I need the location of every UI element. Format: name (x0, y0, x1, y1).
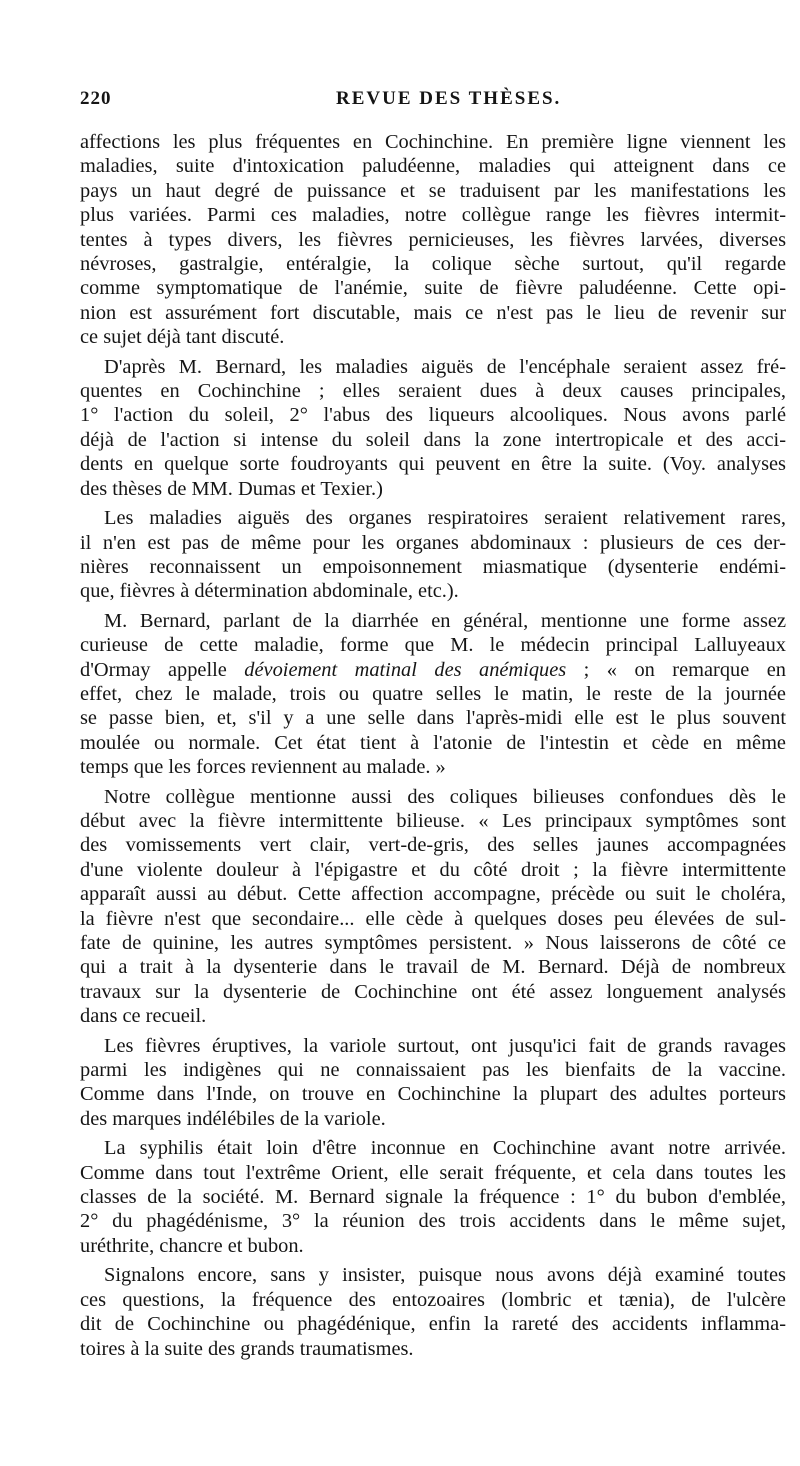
text-line: qui a trait à la dysenterie dans le travail de M. Bernard. Déjà de nombreux (80, 956, 786, 979)
text-line: début avec la fièvre intermittente bilieuse. « Les principaux symptômes sont (80, 809, 786, 832)
text-line: Notre collègue mentionne aussi des coliques bilieuses confondues dès le (104, 785, 786, 808)
text-line: la fièvre n'est que secondaire... elle cède à quelques doses peu élevées de sul- (80, 907, 786, 930)
text-line: Comme dans tout l'extrême Orient, elle serait fréquente, et cela dans toutes les (80, 1161, 786, 1184)
text-line: 1° l'action du soleil, 2° l'abus des liqueurs alcooliques. Nous avons parlé (80, 404, 786, 427)
paragraph (80, 609, 786, 780)
text-line: dit de Cochinchine ou phagédénique, enfin la rareté des accidents inflamma- (80, 1313, 786, 1336)
text-line: affections les plus fréquentes en Cochinchine. En première ligne viennent les (80, 131, 786, 153)
text-line: ces questions, la fréquence des entozoaires (lombric et tænia), de l'ulcère (80, 1288, 786, 1311)
text-line: Les maladies aiguës des organes respiratoires seraient relativement rares, (104, 507, 786, 530)
italic-term: dévoiement matinal des anémiques (244, 658, 567, 681)
text-line: Les fièvres éruptives, la variole surtout, ont jusqu'ici fait de grands ravages (104, 1034, 786, 1057)
text-line: toires à la suite des grands traumatismes. (80, 1337, 414, 1360)
text-line: que, fièvres à détermination abdominale, etc.). (80, 580, 459, 603)
text-line: plus variées. Parmi ces maladies, notre collègue range les fièvres intermit- (80, 204, 786, 227)
text-line: maladies, suite d'intoxication paludéenne, maladies qui atteignent dans ce (80, 155, 786, 178)
text-line: D'après M. Bernard, les maladies aiguës de l'encéphale seraient assez fré- (104, 355, 786, 378)
paragraph (80, 1034, 786, 1132)
paragraph (80, 785, 786, 1029)
text-line: classes de la société. M. Bernard signale la fréquence : 1° du bubon d'emblée, (80, 1186, 786, 1209)
text-line: névroses, gastralgie, entéralgie, la colique sèche surtout, qu'il regarde (80, 253, 786, 276)
text-line: quentes en Cochinchine ; elles seraient dues à deux causes principales, (80, 380, 786, 403)
text-line: La syphilis était loin d'être inconnue en Cochinchine avant notre arrivée. (104, 1137, 786, 1160)
paragraph (80, 130, 786, 350)
paragraph (80, 1263, 786, 1361)
text-line: apparaît aussi au début. Cette affection accompagne, précède ou suit le choléra, (80, 883, 786, 906)
text-line: ce sujet déjà tant discuté. (80, 326, 285, 349)
text-line: fate de quinine, les autres symptômes persistent. » Nous laisserons de côté ce (80, 932, 786, 954)
text-line: d'une violente douleur à l'épigastre et du côté droit ; la fièvre intermittente (80, 858, 786, 881)
page-number: 220 (80, 88, 112, 109)
text-line: travaux sur la dysenterie de Cochinchine ont été assez longuement analysés (80, 980, 786, 1003)
text-line: Comme dans l'Inde, on trouve en Cochinchine la plupart des adultes porteurs (80, 1083, 786, 1106)
text-line: déjà de l'action si intense du soleil dans la zone intertropicale et des acci- (80, 428, 786, 451)
text-line: dans ce recueil. (80, 1005, 207, 1028)
text-line: Signalons encore, sans y insister, puisque nous avons déjà examiné toutes (104, 1264, 786, 1287)
paragraph (80, 355, 786, 501)
text-line: effet, chez le malade, trois ou quatre selles le matin, le reste de la journée (80, 682, 786, 705)
text-line: des marques indélébiles de la variole. (80, 1107, 386, 1130)
text-line: nion est assurément fort discutable, mais ce n'est pas le lieu de revenir sur (80, 301, 786, 324)
text-line: pays un haut degré de puissance et se traduisent par les manifestations les (80, 179, 786, 202)
text-line: d'Ormay appelle dévoiement matinal des anémiques ; « on remarque en (80, 658, 786, 681)
paragraph (80, 506, 786, 604)
text-line: il n'en est pas de même pour les organes abdominaux : plusieurs de ces der- (80, 531, 786, 554)
page-header (80, 88, 786, 128)
text-line: nières reconnaissent un empoisonnement miasmatique (dysenterie endémi- (80, 555, 786, 578)
text-line: dents en quelque sorte foudroyants qui peuvent en être la suite. (Voy. analyses (80, 453, 786, 476)
text-line: tentes à types divers, les fièvres pernicieuses, les fièvres larvées, diverses (80, 228, 786, 251)
running-title: REVUE DES THÈSES. (336, 88, 562, 109)
text-line: moulée ou normale. Cet état tient à l'atonie de l'intestin et cède en même (80, 731, 786, 754)
paragraph (80, 1136, 786, 1258)
body-text (80, 130, 786, 1361)
text-line: des vomissements vert clair, vert-de-gris, des selles jaunes accompagnées (80, 834, 786, 857)
text-line: parmi les indigènes qui ne connaissaient pas les bienfaits de la vaccine. (80, 1059, 786, 1082)
text-line: uréthrite, chancre et bubon. (80, 1234, 304, 1257)
text-line: curieuse de cette maladie, forme que M. le médecin principal Lalluyeaux (80, 634, 786, 657)
text-line: comme symptomatique de l'anémie, suite de fièvre paludéenne. Cette opi- (80, 277, 786, 300)
text-line: se passe bien, et, s'il y a une selle dans l'après-midi elle est le plus souvent (80, 707, 786, 730)
text-line: temps que les forces reviennent au malade. » (80, 756, 446, 779)
text-line: des thèses de MM. Dumas et Texier.) (80, 477, 383, 500)
text-line: M. Bernard, parlant de la diarrhée en général, mentionne une forme assez (104, 609, 786, 632)
text-line: 2° du phagédénisme, 3° la réunion des trois accidents dans le même sujet, (80, 1210, 786, 1233)
